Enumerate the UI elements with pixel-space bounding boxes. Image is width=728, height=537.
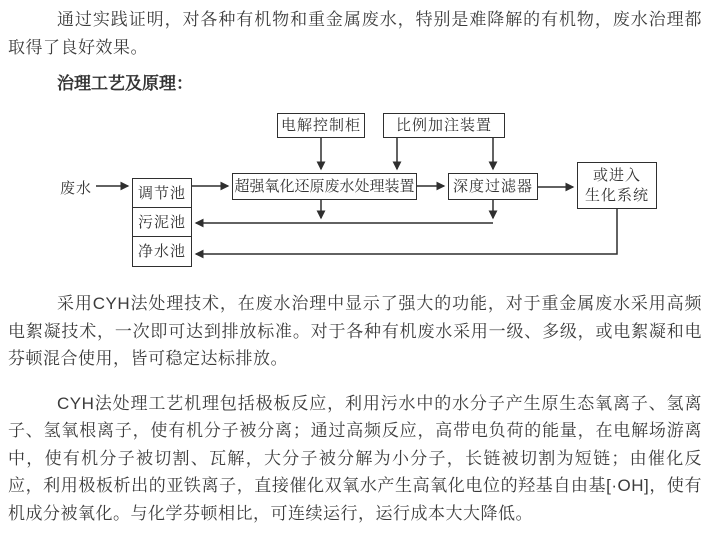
node-label: 深度过滤器 bbox=[452, 177, 533, 195]
node-label-line1: 或进入 bbox=[592, 166, 641, 184]
paragraph-cyh-application: 采用CYH法处理技术，在废水治理中显示了强大的功能，对于重金属废水采用高频电絮凝技术，一次即可达到排放标准。对于各种有机废水采用一级、多级，或电絮凝和电芬顿混合使用，皆可稳定达标排放。 bbox=[8, 294, 702, 368]
wastewater-label: 废水 bbox=[60, 180, 93, 197]
node-label: 净水池 bbox=[137, 242, 186, 260]
node-regulating-tank bbox=[132, 178, 192, 209]
paragraph-cyh-mechanism: CYH法处理工艺机理包括极板反应，利用污水中的水分子产生原生态氧离子、氢离子、氢氧根离子，使有机分子被分离；通过高频反应，高带电负荷的能量，在电解场游离中，使有机分子被切割、瓦解，大分子被分解为小分子，长链被切割为短链；由催化反应，利用极板析出的亚铁离子，直接催化双氧水产生高氧化电位的羟基自由基[·OH]，使有机成分被氧化。与化学芬顿相比，可连续运行，运行成本大大降低。 bbox=[8, 393, 702, 523]
node-depth-filter bbox=[448, 173, 538, 200]
node-label: 超强氧化还原废水处理装置 bbox=[234, 177, 415, 195]
arrow-clean-water-return-line bbox=[196, 209, 617, 254]
node-oxidation-reduction-unit bbox=[232, 173, 417, 200]
node-label: 污泥池 bbox=[137, 213, 186, 231]
node-label: 电解控制柜 bbox=[280, 116, 361, 134]
node-proportional-dosing-device bbox=[383, 113, 505, 138]
node-label: 调节池 bbox=[137, 184, 186, 202]
node-label-line2: 生化系统 bbox=[584, 186, 649, 204]
process-flow-diagram bbox=[0, 106, 728, 281]
section-heading: 治理工艺及原理： bbox=[57, 74, 193, 93]
node-clean-water-tank bbox=[132, 236, 192, 267]
node-sludge-tank bbox=[132, 207, 192, 238]
paragraph-intro: 通过实践证明，对各种有机物和重金属废水，特别是难降解的有机物，废水治理都取得了良好效果。 bbox=[8, 10, 702, 57]
node-biochemical-system bbox=[577, 162, 657, 209]
node-label: 比例加注装置 bbox=[395, 116, 492, 134]
node-electrolysis-control-cabinet bbox=[277, 113, 365, 138]
